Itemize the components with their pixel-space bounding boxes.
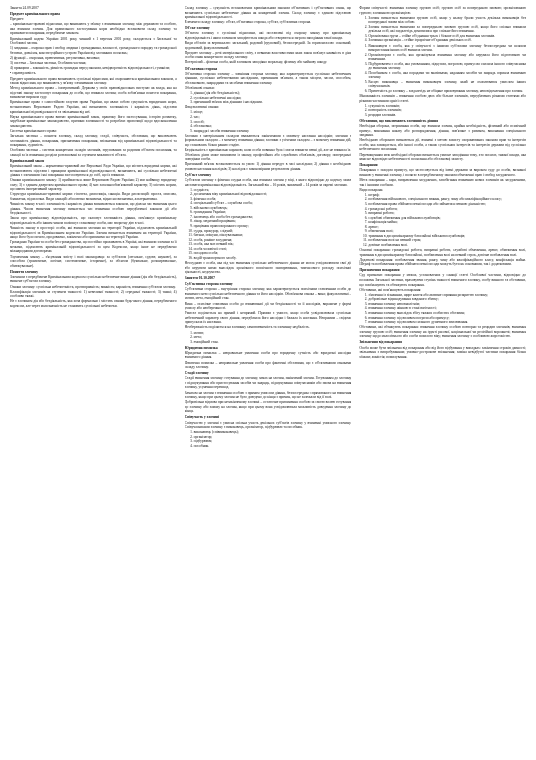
list-item: 4. обстановка; <box>194 124 352 129</box>
list-item: 1. сукупність злочинів; <box>368 104 526 109</box>
paragraph: 3) система – Загальна частина, Особлива частина; <box>10 61 87 66</box>
list-item: 3. рецидив злочинів. <box>368 113 526 118</box>
paragraph: 2) функції – охоронна, превентивна, регулятивна, виховна; <box>10 55 100 60</box>
list-item: 1. з'явлення із зізнанням, щире каяття або активне сприяння розкриттю злочину; <box>368 293 526 298</box>
list-item: 13. особа, яка має певний вік; <box>194 242 352 247</box>
list-item: 4. Злочинна організація – стійке ієрархічне об'єднання декількох осіб. <box>368 38 526 43</box>
paragraph: Загальна частина – поняття злочину, склад злочину, стадії, співучасть, обставини, що виключають злочинність діяння, покарання, призначення покарання, звільнення від кримінальної відповідальності та покарання, судимість. <box>10 134 177 148</box>
list-item: 3. підбурювач; <box>194 439 352 444</box>
list-item: 3. Підбурювачем є особа, яка умовлянням, підкупом, погрозою, примусом схилила іншого співучасника до вчинення злочину. <box>368 62 526 71</box>
section-heading: Кримінальний закон <box>10 158 45 163</box>
paragraph: Причинний зв'язок встановлюється за умов: 1) діяння передує в часі наслідкам; 2) діяння є необхідною умовою настання наслідків; 3) наслідок є закономірним результатом діяння. <box>184 162 352 171</box>
numbered-list <box>185 331 352 345</box>
numbered-list <box>359 16 526 43</box>
section-heading: Заняття 01.10.2007 <box>184 276 215 281</box>
numbered-list <box>359 293 526 325</box>
list-item: 6. громадянин України; <box>194 210 352 215</box>
paragraph: Неосудною є особа, яка під час вчинення суспільно небезпечного діяння не могла усвідомлювати свої дії або керувати ними внаслідок хронічного психічного захворювання, тимчасового розладу психічної діяльності, недоумства. <box>184 260 352 275</box>
paragraph: Предмет злочину – речі матеріального світу, з певними властивостями яких закон пов'язує наявність в діях особи ознак конкретного складу злочину. <box>184 50 352 60</box>
numbered-list <box>185 110 352 133</box>
paragraph: Наука кримінального права вивчає кримінальний закон, практику його застосування, історію розвитку, зарубіжне кримінальне законодавство, причини злочинності та розробляє пропозиції щодо вдосконалення законодавства. <box>10 114 177 128</box>
paragraph: Предмет: <box>10 17 25 22</box>
list-item: 7. вчинення злочину під впливом сильного душевного хвилювання. <box>368 320 526 325</box>
numbered-list <box>359 44 526 94</box>
section-heading: Стадії злочину <box>184 371 209 376</box>
list-item: 2. позбавлення військового, спеціального звання, рангу, чину або кваліфікаційного класу; <box>368 197 526 202</box>
section-heading: Обставини, що виключають злочинність діяння <box>359 119 439 123</box>
list-item: 12. особа, раніше засуджена; <box>194 238 352 243</box>
paragraph: Злочином є передбачене Кримінальним кодексом суспільно небезпечне винне діяння (дія або бездіяльність), вчинене суб'єктом злочину. <box>10 274 177 284</box>
list-item: 2. мета; <box>194 335 352 340</box>
section-heading: Звільнення від покарання <box>359 340 402 345</box>
list-item: 3. причинний зв'язок між діянням і наслідками. <box>194 100 352 105</box>
list-item: 10. тримання в дисциплінарному батальйоні військовослужбовців; <box>368 234 526 239</box>
list-item: 2. Злочин визнається вчиненим за попередньою змовою групою осіб, якщо його спільно вчинили декілька осіб, які заздалегідь домовилися про спільне його вчинення. <box>368 25 526 34</box>
list-item: 3. фізична особа; <box>194 197 352 202</box>
list-item: 1. виконавець (співвиконавець); <box>194 430 352 435</box>
paragraph: • справедливість. <box>10 71 37 76</box>
paragraph: Заняття 24.09.2007 <box>10 6 39 10</box>
paragraph: Особлива частина – система конкретних складів злочинів, згрупованих за родовим об'єктом посягання, та санкції за їх вчинення; розділи розташовані за ступенем важливості об'єкта. <box>10 148 177 157</box>
paragraph: Суб'єктивна сторона – внутрішня сторона злочину, яка характеризується психічним ставленням особи до вчиненого нею суспільно небезпечного діяння та його наслідків. Обов'язкова ознака – вина; факультативні – мотив, мета, емоційний стан. <box>184 287 352 301</box>
list-item: 3. спосіб; <box>194 120 352 125</box>
list-item: 4. громадські роботи; <box>368 207 526 212</box>
paragraph: Кримінальне право є самостійною галуззю права України, що являє собою сукупність юридичних норм, встановлених Верховною Радою України, які визначають злочинність і караність діянь, підстави кримінальної відповідальності та звільнення від неї. <box>10 100 177 114</box>
paragraph: Бездіяльність є кримінально караною, коли особа повинна була і могла вчинити певні дії, але не вчинила їх. Обов'язок діяти може випливати із закону, професійних або службових обов'язків, договору, попередньої поведінки особи. <box>184 147 352 162</box>
section-heading: Юридична помилка <box>184 345 218 350</box>
list-item: 4. пособник. <box>194 444 352 449</box>
paragraph: Кримінальний кодекс України 2001 року, чинний з 1 вересня 2001 року, складається з Загальної та Особливої частин. <box>10 36 177 46</box>
paragraph: Суб'єктом злочину є фізична осудна особа, яка вчинила злочин у віці, з якого відповідно до кодексу може наставати кримінальна відповідальність. Загальний вік – 16 років, знижений – 14 років за окремі злочини. <box>184 177 352 187</box>
paragraph: Вина – психічне ставлення особи до вчинюваної дії чи бездіяльності та її наслідків, виражене у формі умислу або необережності. <box>184 301 352 311</box>
paragraph: Склад злочину – сукупність встановлених кримінальним законом об'єктивних і суб'єктивних ознак, що визначають суспільно небезпечне діяння як конкретний злочин. Склад злочину є єдиною підставою кримінальної відповідальності. <box>184 6 352 20</box>
numbered-list <box>359 104 526 118</box>
list-item: 1. штраф; <box>368 193 526 198</box>
list-item: 5. військовослужбовець; <box>194 206 352 211</box>
list-item: 1. осудність; <box>194 188 352 193</box>
paragraph: Злочини з матеріальним складом вважаються закінченими з моменту настання наслідків; злочини з формальним складом – з моменту вчинення діяння; злочини з усіченим складом – з моменту вчинення дій, що становлять більш ранню стадію. <box>184 133 352 147</box>
list-item: 1. діяння (дія або бездіяльність); <box>194 91 352 96</box>
list-item: 3. емоційний стан. <box>194 340 352 345</box>
list-item: 2. добровільне відшкодування завданого збитку; <box>368 297 526 302</box>
list-item: 16. водій транспортного засобу. <box>194 256 352 261</box>
paragraph: Обов'язкові ознаки: <box>184 85 215 90</box>
paragraph: Елементи складу злочину: об'єкт, об'єктивна сторона, суб'єкт, суб'єктивна сторона. <box>184 20 312 25</box>
paragraph: Обставини, які пом'якшують покарання: <box>359 287 422 292</box>
paragraph: Класифікація злочинів за ступенем тяжкості: 1) невеликої тяжкості; 2) середньої тяжкості; 3) тяжкі; 4) особливо тяжкі. <box>10 289 177 299</box>
list-item: 9. працівник правоохоронного органу; <box>194 224 352 229</box>
paragraph: Об'єктом злочину є суспільні відносини, які поставлені під охорону закону про кримінальну відповідальність і яким злочином заподіюється шкода або створюється загроза заподіяння такої шкоди. <box>184 31 352 40</box>
list-item: 2. досягнення віку кримінальної відповідальності; <box>194 192 352 197</box>
paragraph: Чинність закону в часі: злочинність і караність діяння визначаються законом, що діяв на час вчинення цього діяння. Часом вчинення злочину визнається час вчинення особою передбаченої законом дії або бездіяльності. <box>10 202 177 216</box>
numbered-list <box>185 188 352 261</box>
paragraph: Суд призначає покарання у межах, установлених у санкції статті Особливої частини, відповідно до положень Загальної частини, враховуючи ступінь тяжкості вчиненого злочину, особу винного та обставини, що пом'якшують та обтяжують покарання. <box>359 273 527 287</box>
list-item: 6. вчинення злочину під впливом погрози або примусу; <box>368 316 526 321</box>
section-heading: Предмет кримінального права <box>10 12 60 17</box>
list-item: 9. обмеження волі; <box>368 229 526 234</box>
list-item: 1. місце; <box>194 110 352 115</box>
list-item: 2. час; <box>194 115 352 120</box>
document-page <box>10 6 526 754</box>
section-heading: Об'єктивна сторона <box>184 66 218 71</box>
section-heading: Суб'єктивна сторона злочину <box>184 282 233 287</box>
section-heading: Співучасть у злочині <box>184 415 219 420</box>
list-item: 2. суспільно небезпечні наслідки; <box>194 96 352 101</box>
paragraph: Множинність злочинів – вчинення особою двох або більше злочинів, передбачених різними статтями або різними частинами однієї статті. <box>359 94 527 103</box>
list-item: 10. суддя, прокурор, слідчий; <box>194 229 352 234</box>
paragraph: Закон про кримінальну відповідальність, що скасовує злочинність діяння, пом'якшує кримінальну відповідальність або іншим чином поліпшує становище особи, має зворотну дію в часі. <box>10 216 177 225</box>
paragraph: Перевищенням меж необхідної оборони визнається умисне заподіяння тому, хто посягає, тяжкої шкоди, яка явно не відповідає небезпечності посягання або обстановці захисту. <box>359 152 527 162</box>
list-item: 15. посадова особа; <box>194 251 352 256</box>
paragraph: Умисел поділяється на прямий і непрямий. Прямим є умисел, якщо особа усвідомлювала суспільно небезпечний характер свого діяння, передбачала його наслідки і бажала їх настання. Непрямим – свідомо припускала їх настання. <box>184 311 352 325</box>
paragraph: Основні покарання: громадські роботи, виправні роботи, службові обмеження, арешт, обмеження волі, тримання в дисциплінарному батальйоні, позбавлення волі на певний строк, довічне позбавлення волі. <box>359 248 527 257</box>
paragraph: Не є злочином дія або бездіяльність, яка хоча формально і містить ознаки будь-якого діяння, передбаченого кодексом, але через малозначність не становить суспільної небезпеки. <box>10 299 177 308</box>
paragraph: Потерпілий – фізична особа, якій злочином заподіяно моральну, фізичну або майнову шкоду. <box>184 60 328 65</box>
paragraph: Необережність поділяється на злочинну самовпевненість та злочинну недбалість. <box>184 325 310 330</box>
paragraph: Необхідна оборона, затримання особи, що вчинила злочин, крайня необхідність, фізичний або психічний примус, виконання наказу або розпорядження, діяння, пов'язане з ризиком, виконання спеціального завдання. <box>359 124 527 138</box>
list-item: 2. Організатором є особа, яка організувала вчинення злочину або керувала його підготовкою чи вчиненням. <box>368 53 526 62</box>
paragraph: Добровільна відмова при незакінченому злочині – остаточне припинення особою за своєю волею готування до злочину або замаху на злочин, якщо при цьому вона усвідомлювала можливість доведення злочину до кінця. <box>184 400 352 414</box>
list-item: 3. вчинення злочину неповнолітнім; <box>368 302 526 307</box>
list-item: 2. організатор; <box>194 435 352 440</box>
section-heading: Призначення покарання <box>359 268 400 273</box>
paragraph: Стадії вчинення злочину: готування до злочину, замах на злочин, закінчений злочин. Готуванням до злочину є підшукування або пристосування засобів чи знарядь, підшукування співучасників або змова на вчинення злочину, усунення перешкод. <box>184 376 352 390</box>
section-heading: Поняття злочину <box>10 269 39 274</box>
paragraph: Необхідною обороною визнаються дії, вчинені з метою захисту охоронюваних законом прав та інтересів особи, яка захищається, або іншої особи, а також суспільних інтересів та інтересів держави від суспільно небезпечного посягання. <box>359 138 527 152</box>
list-item: 7. іноземець або особа без громадянства; <box>194 215 352 220</box>
list-item: 5. вчинення злочину внаслідок збігу тяжких особистих обставин; <box>368 311 526 316</box>
paragraph: Громадяни України та особи без громадянства, що постійно проживають в Україні, які вчинили злочини за її межами, підлягають кримінальній відповідальності за цим Кодексом, якщо інше не передбачено міжнародними договорами. <box>10 240 177 254</box>
list-item: 6. службові обмеження для військовослужбовців; <box>368 216 526 221</box>
paragraph: 4) принципи – законність, рівність громадян перед законом, невідворотність відповідальності, гуманізм; <box>10 66 170 71</box>
section-heading: Покарання <box>359 163 378 168</box>
list-item: 5. виправні роботи; <box>368 211 526 216</box>
list-item: 4. Пособником є особа, яка порадами чи вказівками, наданням засобів чи знарядь сприяла вчиненню злочину. <box>368 71 526 80</box>
paragraph: Замахом на злочин є вчинення особою з прямим умислом діяння, безпосередньо спрямованого на вчинення злочину, якщо при цьому злочин не було доведено до кінця з причин, що не залежали від її волі. <box>184 390 352 400</box>
paragraph: Чинність закону в просторі: особи, які вчинили злочини на території України, підлягають кримінальній відповідальності за Кримінальним кодексом України. Злочин визнається вчиненим на території України, якщо його було почато, продовжено, закінчено або припинено на території України. <box>10 226 177 240</box>
list-item: 5. знаряддя і засоби вчинення злочину. <box>194 129 352 134</box>
numbered-list <box>359 193 526 248</box>
paragraph: Ознаки кримінального закону: 1) приймається лише Верховною Радою України; 2) має найвищу юридичну силу; 3) є єдиним джерелом кримінального права; 4) має загальнообов'язковий характер; 5) містить норми, що мають імперативний характер. <box>10 178 177 192</box>
list-item: 8. арешт; <box>368 225 526 230</box>
list-item: 11. батьки, опікуни, піклувальники; <box>194 233 352 238</box>
paragraph: Співучастю у злочині є умисна спільна участь декількох суб'єктів злочину у вчиненні умисного злочину. Співучасниками злочину є виконавець, організатор, підбурювач та пособник. <box>184 420 352 430</box>
list-item: 4. вчинення злочину жінкою в стані вагітності; <box>368 306 526 311</box>
list-item: 1. Злочин визнається вчиненим групою осіб, якщо у ньому брали участь декілька виконавців без попередньої змови між собою. <box>368 16 526 25</box>
list-item: 5. Ексцес виконавця – вчинення виконавцем злочину, який не охоплювався умислом інших співучасників. <box>368 80 526 89</box>
paragraph: Метод кримінального права – імперативний. Держава у своїх правовідносинах виступає як влада, яка на підставі закону застосовує покарання до особи, що вчинила злочин; особа зобов'язана понести покарання, визначене вироком суду. <box>10 86 177 100</box>
list-item: 1. мотив; <box>194 331 352 336</box>
paragraph: Кримінальний закон – нормативно-правовий акт Верховної Ради України, що містить юридичні норми, які встановлюють підстави і принципи кримінальної відповідальності, визначають, які суспільно небезпечні діяння є злочинами і які покарання застосовуються до осіб, що їх вчинили. <box>10 164 177 178</box>
paragraph: Ознаки злочину: суспільна небезпечність; протиправність; винність; караність; вчинення суб'єктом злочину. <box>10 284 176 289</box>
list-item: 7. конфіскація майна; <box>368 220 526 225</box>
list-item: 14. особа чоловічої статі; <box>194 247 352 252</box>
paragraph: Предмет кримінального права визначають суспільні відносини, які охороняються кримінальним законом, а також відносини, що виникають у зв'язку з вчиненням злочину. <box>10 76 177 86</box>
list-item: 6. Причетність до злочину – заздалегідь не обіцяне приховування злочину, неповідомлення про злочин. <box>368 89 526 94</box>
section-heading: Об'єкт злочину <box>184 26 210 31</box>
paragraph: Юридична помилка – неправильне уявлення особи про юридичну сутність або юридичні наслідки вчиненого діяння. <box>184 350 352 360</box>
list-item: 3. позбавлення права обіймати певні посади або займатися певною діяльністю; <box>368 202 526 207</box>
numbered-list <box>185 91 352 105</box>
list-item: 4. спеціальний суб'єкт – службова особа; <box>194 201 352 206</box>
list-item: 8. лікар, медичний працівник; <box>194 219 352 224</box>
paragraph: Види покарань: <box>359 187 384 192</box>
list-item: 3. Організована група – стійке об'єднання трьох і більше осіб для вчинення злочинів. <box>368 34 526 39</box>
list-item: 1. Виконавцем є особа, яка у співучасті з іншими суб'єктами злочину безпосередньо чи шляхом використання інших осіб вчинила злочин. <box>368 44 526 53</box>
paragraph: Факультативні ознаки: <box>184 105 220 110</box>
text-column-middle <box>185 6 352 754</box>
text-column-left <box>10 6 177 754</box>
paragraph: Тлумачення закону – з'ясування змісту і волі законодавця: за суб'єктом (легальне, судове, наукове), за способом (граматичне, логічне, систематичне, історичне), за обсягом (буквальне, розширювальне, обмежувальне). <box>10 254 177 268</box>
paragraph: Обставини, які обтяжують покарання: вчинення злочину особою повторно та рецидив злочинів; вчинення злочину групою осіб; вчинення злочину на ґрунті расової, національної чи релігійної ворожнечі; вчинення злочину щодо малолітнього або особи похилого віку; вчинення злочину з особливою жорстокістю. <box>359 325 527 339</box>
paragraph: Особа може бути звільнена від покарання або від його відбування у випадках: закінчення строків давності; звільнення з випробуванням; умовно-дострокове звільнення; заміна невідбутої частини покарання більш м'яким; амністія; помилування. <box>359 345 527 359</box>
list-item: 2. повторність злочинів; <box>368 108 526 113</box>
paragraph: Об'єктивна сторона злочину – зовнішня сторона злочину, яка характеризується суспільно небезпечним діянням, суспільно небезпечними наслідками, причинним зв'язком, а також місцем, часом, способом, обстановкою, знаряддями та засобами вчинення злочину. <box>184 71 352 85</box>
paragraph: 1) завдання – охорона прав і свобод людини і громадянина, власності, громадського порядку та громадської безпеки, довкілля, конституційного устрою України від злочинних посягань; <box>10 46 177 55</box>
list-item: 12. довічне позбавлення волі. <box>368 243 526 248</box>
paragraph: Покарання є заходом примусу, що застосовується від імені держави за вироком суду до особи, визнаної винною у вчиненні злочину, і полягає в передбаченому законом обмеженні прав і свобод засудженого. <box>359 168 527 177</box>
paragraph: Мета покарання – кара, виправлення засуджених, запобігання вчиненню нових злочинів як засудженими, так і іншими особами. <box>359 178 527 187</box>
paragraph: Форми співучасті: вчинення злочину групою осіб; групою осіб за попередньою змовою; організованою групою; злочинною організацією. <box>359 6 527 15</box>
paragraph: Додаткові покарання: позбавлення звання, рангу, чину або кваліфікаційного класу, конфіскація майна. Штраф та позбавлення права обіймати певні посади можуть бути як основними, так і додатковими. <box>359 257 527 267</box>
paragraph: Система кримінального права: <box>10 128 57 133</box>
paragraph: Фактична помилка – неправильне уявлення особи про фактичні обставини, що є об'єктивними ознаками складу злочину. <box>184 360 352 370</box>
paragraph: Види об'єктів за вертикаллю: загальний, родовий (груповий), безпосередній. За горизонталлю: основний, додатковий, факультативний. <box>184 41 352 50</box>
section-heading: Суб'єкт злочину <box>184 172 212 177</box>
paragraph: Структура кримінально-правової норми: гіпотеза, диспозиція, санкція. Види диспозицій: проста, описова, бланкетна, відсилочна. Види санкцій: абсолютно визначена, відносно визначена, альтернативна. <box>10 192 177 202</box>
text-column-right <box>359 6 526 754</box>
numbered-list <box>185 430 352 448</box>
paragraph: – кримінально-правові відносини, що виникають у зв'язку з вчиненням злочину, між державою та особою, яка вчинила злочин. Для правильного застосування норм необхідно встановити склад злочину та призначити покарання, передбачене законом. <box>10 22 177 36</box>
list-item: 11. позбавлення волі на певний строк; <box>368 238 526 243</box>
